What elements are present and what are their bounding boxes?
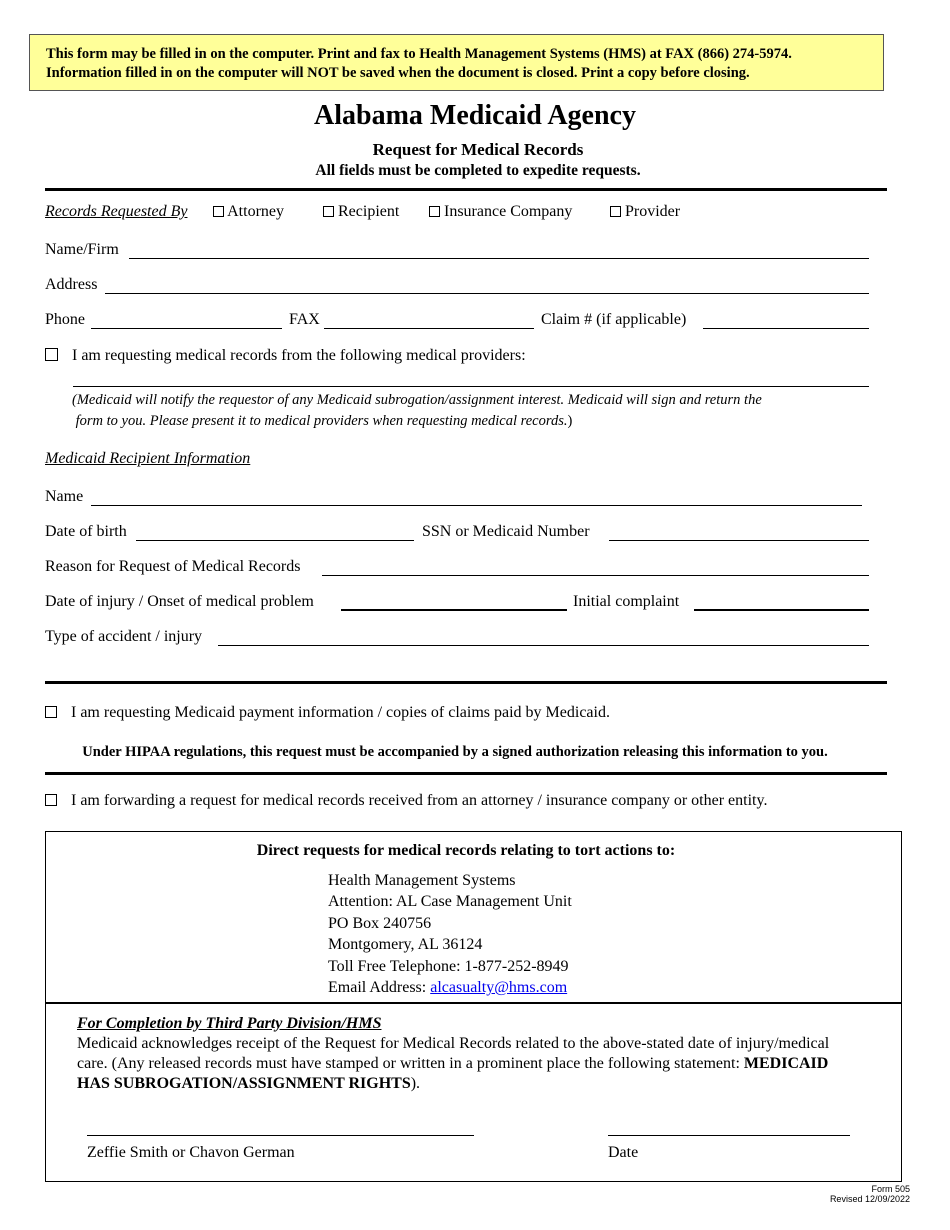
claim-field[interactable] bbox=[703, 328, 869, 329]
phone-field[interactable] bbox=[91, 328, 282, 329]
recipient-label: Recipient bbox=[338, 203, 400, 220]
providers-checkbox-label: I am requesting medical records from the following medical providers: bbox=[72, 347, 526, 364]
hms-org: Health Management Systems bbox=[328, 872, 516, 889]
option-provider[interactable] bbox=[610, 203, 680, 221]
providers-request-row[interactable] bbox=[45, 347, 526, 365]
fax-label: FAX bbox=[289, 311, 320, 328]
third-party-heading: For Completion by Third Party Division/HMS bbox=[77, 1015, 382, 1032]
completion-instruction: All fields must be completed to expedite requests. bbox=[315, 162, 641, 179]
attorney-checkbox[interactable] bbox=[213, 206, 224, 217]
third-party-line-3-bold: HAS SUBROGATION/ASSIGNMENT RIGHTS bbox=[77, 1075, 411, 1092]
dob-field[interactable] bbox=[136, 540, 414, 541]
address-label: Address bbox=[45, 276, 98, 293]
provider-checkbox[interactable] bbox=[610, 206, 621, 217]
hms-attention: Attention: AL Case Management Unit bbox=[328, 893, 572, 911]
option-insurance-company[interactable] bbox=[429, 203, 572, 221]
third-party-line-2-bold: MEDICAID bbox=[743, 1055, 829, 1072]
recipient-info-heading: Medicaid Recipient Information bbox=[45, 450, 251, 467]
accident-type-label: Type of accident / injury bbox=[45, 628, 203, 645]
forwarding-request-row[interactable] bbox=[45, 792, 767, 810]
ssn-field[interactable] bbox=[609, 540, 869, 541]
form-number: Form 505 bbox=[871, 1184, 910, 1194]
initial-complaint-label: Initial complaint bbox=[573, 593, 680, 610]
injury-date-label: Date of injury / Onset of medical problem bbox=[45, 593, 314, 610]
revision-date: Revised 12/09/2022 bbox=[829, 1194, 910, 1204]
providers-field[interactable] bbox=[73, 386, 869, 387]
hipaa-note: Under HIPAA regulations, this request must be accompanied by a signed authorization releasing this information to you. bbox=[82, 744, 828, 760]
reason-field[interactable] bbox=[322, 575, 869, 576]
date-label: Date bbox=[608, 1144, 639, 1161]
fill-notice-banner bbox=[29, 34, 884, 91]
hms-phone: Toll Free Telephone: 1-877-252-8949 bbox=[328, 957, 569, 975]
forwarding-checkbox-label: I am forwarding a request for medical records received from an attorney / insurance company or other entity. bbox=[71, 792, 768, 809]
provider-label: Provider bbox=[625, 203, 681, 220]
option-attorney[interactable] bbox=[213, 203, 284, 221]
ssn-label: SSN or Medicaid Number bbox=[422, 523, 590, 540]
signature-line[interactable] bbox=[87, 1135, 474, 1136]
recipient-checkbox[interactable] bbox=[323, 206, 334, 217]
accident-type-field[interactable] bbox=[218, 645, 869, 646]
direct-requests-heading: Direct requests for medical records relating to tort actions to: bbox=[256, 842, 676, 859]
hms-email-label: Email Address: bbox=[328, 979, 427, 997]
requested-by-row bbox=[45, 203, 187, 221]
signer-name: Zeffie Smith or Chavon German bbox=[87, 1144, 295, 1161]
attorney-label: Attorney bbox=[227, 203, 284, 220]
hms-po-box: PO Box 240756 bbox=[328, 914, 432, 932]
hms-address-block bbox=[328, 870, 572, 998]
forwarding-checkbox[interactable] bbox=[45, 794, 57, 806]
hms-email-row bbox=[328, 977, 572, 998]
dob-label: Date of birth bbox=[45, 523, 127, 540]
phone-label: Phone bbox=[45, 311, 85, 328]
initial-complaint-field[interactable] bbox=[694, 609, 869, 611]
requested-by-label: Records Requested By bbox=[45, 203, 188, 220]
recipient-name-field[interactable] bbox=[91, 505, 862, 506]
subrogation-note: (Medicaid will notify the requestor of any Medicaid subrogation/assignment interest. Medicaid will sign and return the form to you. Please present it to medical providers when requesting medical records.) bbox=[72, 392, 762, 429]
notice-line-2: Information filled in on the computer will NOT be saved when the document is closed. Print a copy before closing. bbox=[46, 65, 750, 81]
injury-date-field[interactable] bbox=[341, 609, 567, 611]
reason-label: Reason for Request of Medical Records bbox=[45, 558, 301, 575]
hms-city: Montgomery, AL 36124 bbox=[328, 936, 483, 954]
recipient-name-label: Name bbox=[45, 488, 84, 505]
providers-checkbox[interactable] bbox=[45, 348, 58, 361]
insurance-company-checkbox[interactable] bbox=[429, 206, 440, 217]
payment-checkbox[interactable] bbox=[45, 706, 57, 718]
option-recipient[interactable] bbox=[323, 203, 399, 221]
fax-field[interactable] bbox=[324, 328, 534, 329]
divider bbox=[45, 1002, 902, 1004]
form-revision bbox=[760, 1184, 910, 1204]
payment-request-row[interactable] bbox=[45, 704, 610, 722]
notice-line-1: This form may be filled in on the computer. Print and fax to Health Management Systems (HMS) at FAX (866) 274-5974. bbox=[46, 46, 792, 62]
name-firm-label: Name/Firm bbox=[45, 241, 119, 258]
divider bbox=[45, 772, 887, 775]
address-field[interactable] bbox=[105, 293, 869, 294]
third-party-line-1: Medicaid acknowledges receipt of the Request for Medical Records related to the above-stated date of injury/medical bbox=[77, 1035, 830, 1052]
agency-title: Alabama Medicaid Agency bbox=[314, 100, 636, 131]
subrogation-note-line-2: form to you. Please present it to medical providers when requesting medical records. bbox=[75, 413, 568, 429]
divider bbox=[45, 188, 887, 191]
hms-email-link[interactable]: alcasualty@hms.com bbox=[430, 979, 568, 997]
third-party-statement bbox=[77, 1034, 829, 1094]
form-title: Request for Medical Records bbox=[372, 140, 584, 159]
divider bbox=[45, 681, 887, 684]
subrogation-note-line-1: Medicaid will notify the requestor of any Medicaid subrogation/assignment interest. Medicaid will sign and return the bbox=[76, 392, 762, 408]
date-line[interactable] bbox=[608, 1135, 850, 1136]
third-party-line-2: care. (Any released records must have stamped or written in a prominent place the following statement: bbox=[77, 1055, 744, 1072]
third-party-line-3: ). bbox=[410, 1075, 421, 1092]
payment-checkbox-label: I am requesting Medicaid payment information / copies of claims paid by Medicaid. bbox=[71, 704, 610, 721]
claim-label: Claim # (if applicable) bbox=[541, 311, 687, 328]
insurance-company-label: Insurance Company bbox=[444, 203, 573, 220]
name-firm-field[interactable] bbox=[129, 258, 869, 259]
